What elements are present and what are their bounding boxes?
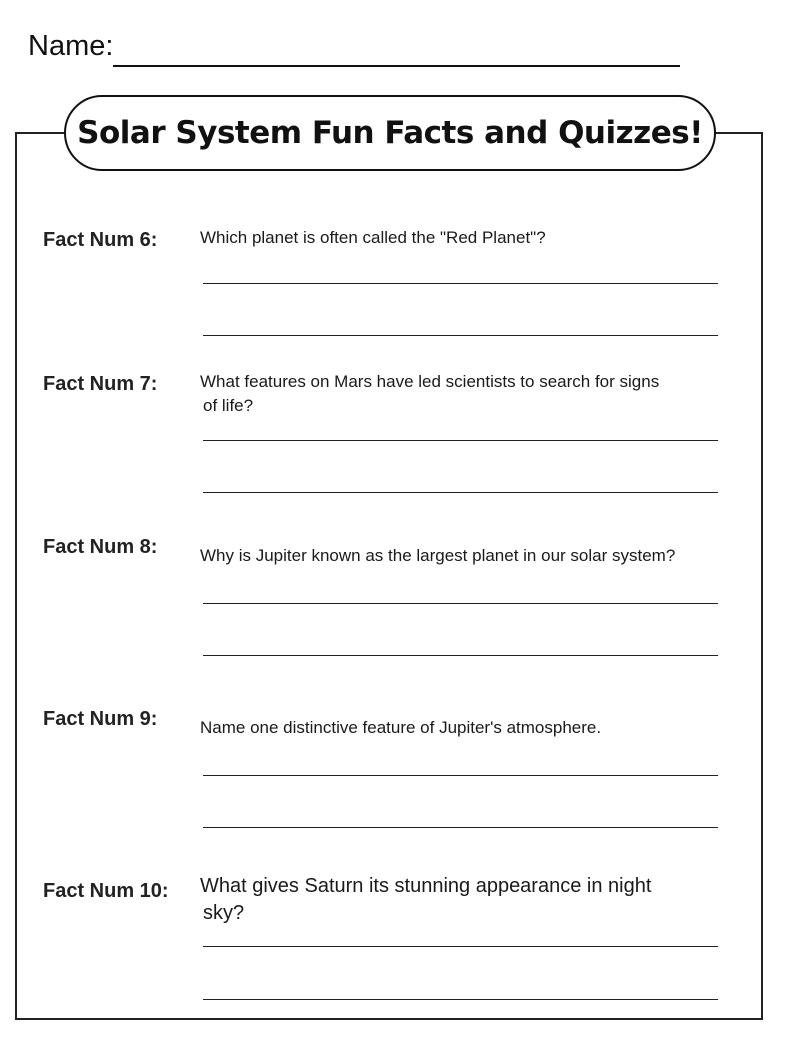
question-10-line1: What gives Saturn its stunning appearance in night xyxy=(200,875,652,897)
fact-label-6: Fact Num 6: xyxy=(43,229,158,251)
worksheet-title: Solar System Fun Facts and Quizzes! xyxy=(77,115,703,151)
fact-label-8: Fact Num 8: xyxy=(43,536,158,558)
question-7-line2: of life? xyxy=(203,396,254,415)
answer-line-10a[interactable] xyxy=(203,946,718,947)
question-8: Why is Jupiter known as the largest planet in our solar system? xyxy=(200,546,676,565)
question-7-line1: What features on Mars have led scientists to search for signs xyxy=(200,372,660,391)
frame-top-left-edge xyxy=(15,132,67,134)
answer-line-7a[interactable] xyxy=(203,440,718,441)
answer-line-6a[interactable] xyxy=(203,283,718,284)
answer-line-8a[interactable] xyxy=(203,603,718,604)
title-banner xyxy=(64,95,716,171)
name-input-line[interactable] xyxy=(113,65,680,67)
name-label: Name: xyxy=(28,30,114,62)
frame-top-right-edge xyxy=(713,132,763,134)
answer-line-6b[interactable] xyxy=(203,335,718,336)
fact-label-10: Fact Num 10: xyxy=(43,880,169,902)
answer-line-10b[interactable] xyxy=(203,999,718,1000)
answer-line-8b[interactable] xyxy=(203,655,718,656)
question-6: Which planet is often called the "Red Planet"? xyxy=(200,228,546,247)
answer-line-9b[interactable] xyxy=(203,827,718,828)
answer-line-9a[interactable] xyxy=(203,775,718,776)
answer-line-7b[interactable] xyxy=(203,492,718,493)
question-7 xyxy=(200,370,740,418)
fact-label-9: Fact Num 9: xyxy=(43,708,158,730)
question-10-line2: sky? xyxy=(203,902,245,924)
question-9: Name one distinctive feature of Jupiter's atmosphere. xyxy=(200,718,602,737)
question-10 xyxy=(200,873,740,927)
fact-label-7: Fact Num 7: xyxy=(43,373,158,395)
